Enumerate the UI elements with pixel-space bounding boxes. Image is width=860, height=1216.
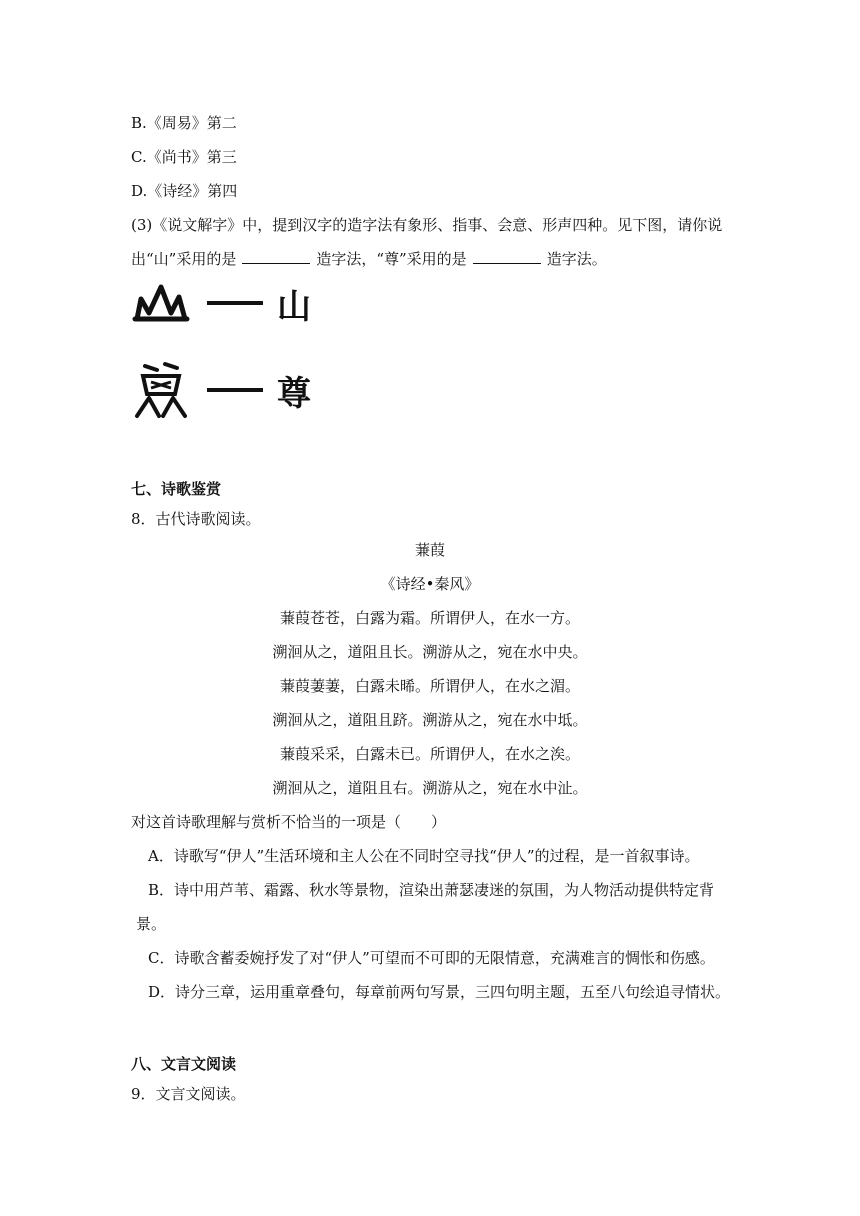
glyph-row-zun [131, 360, 311, 420]
question-3-line2 [131, 248, 607, 269]
glyph-row-shan [131, 282, 311, 327]
dash-1 [207, 301, 263, 305]
option-d: D.《诗经》第四 [131, 182, 238, 200]
q8-option-d[interactable]: D．诗分三章，运用重章叠句，每章前两句写景，三四句明主题，五至八句绘追寻情状。 [148, 983, 731, 1001]
modern-char-zun: 尊 [277, 373, 311, 414]
q3-text-c: 造字法。 [546, 250, 607, 268]
poem-line-1: 蒹葭苍苍，白露为霜。所谓伊人，在水一方。 [279, 609, 580, 627]
poem-line-2: 溯洄从之，道阻且长。溯游从之，宛在水中央。 [272, 643, 588, 661]
q8-option-b-cont: 景。 [136, 915, 167, 933]
option-b: B.《周易》第二 [131, 114, 237, 132]
option-c: C.《尚书》第三 [131, 148, 237, 166]
poem-title: 蒹葭 [414, 541, 445, 559]
dash-2 [207, 388, 263, 392]
q8-option-a[interactable]: A．诗歌写“伊人”生活环境和主人公在不同时空寻找“伊人”的过程，是一首叙事诗。 [148, 847, 700, 865]
question-8-prompt: 对这首诗歌理解与赏析不恰当的一项是（ ） [131, 813, 447, 831]
question-9-stem: 9．文言文阅读。 [131, 1085, 246, 1103]
section-7-heading: 七、诗歌鉴赏 [131, 480, 222, 498]
answer-blank-2[interactable] [473, 249, 541, 264]
question-8-stem: 8．古代诗歌阅读。 [131, 510, 261, 528]
ancient-shan-glyph [131, 283, 191, 323]
q3-text-a: 出“山”采用的是 [131, 250, 237, 268]
q8-option-b[interactable]: B．诗中用芦苇、霜露、秋水等景物，渲染出萧瑟凄迷的氛围，为人物活动提供特定背 [148, 881, 715, 899]
answer-blank-1[interactable] [242, 249, 310, 264]
poem-line-3: 蒹葭萋萋，白露未晞。所谓伊人，在水之湄。 [279, 677, 580, 695]
section-8-heading: 八、文言文阅读 [131, 1055, 237, 1073]
modern-char-shan: 山 [277, 286, 311, 327]
question-3-line1: (3)《说文解字》中，提到汉字的造字法有象形、指事、会意、形声四种。见下图，请你说 [131, 216, 723, 234]
q3-text-b: 造字法，“尊”采用的是 [316, 250, 467, 268]
poem-line-5: 蒹葭采采，白露未已。所谓伊人，在水之涘。 [279, 745, 580, 763]
q8-option-c[interactable]: C．诗歌含蓄委婉抒发了对“伊人”可望而不可即的无限情意，充满难言的惆怅和伤感。 [148, 949, 715, 967]
poem-line-4: 溯洄从之，道阻且跻。溯游从之，宛在水中坻。 [272, 711, 588, 729]
poem-line-6: 溯洄从之，道阻且右。溯游从之，宛在水中沚。 [272, 779, 588, 797]
ancient-zun-glyph [131, 360, 191, 420]
poem-source: 《诗经•秦风》 [380, 575, 480, 593]
